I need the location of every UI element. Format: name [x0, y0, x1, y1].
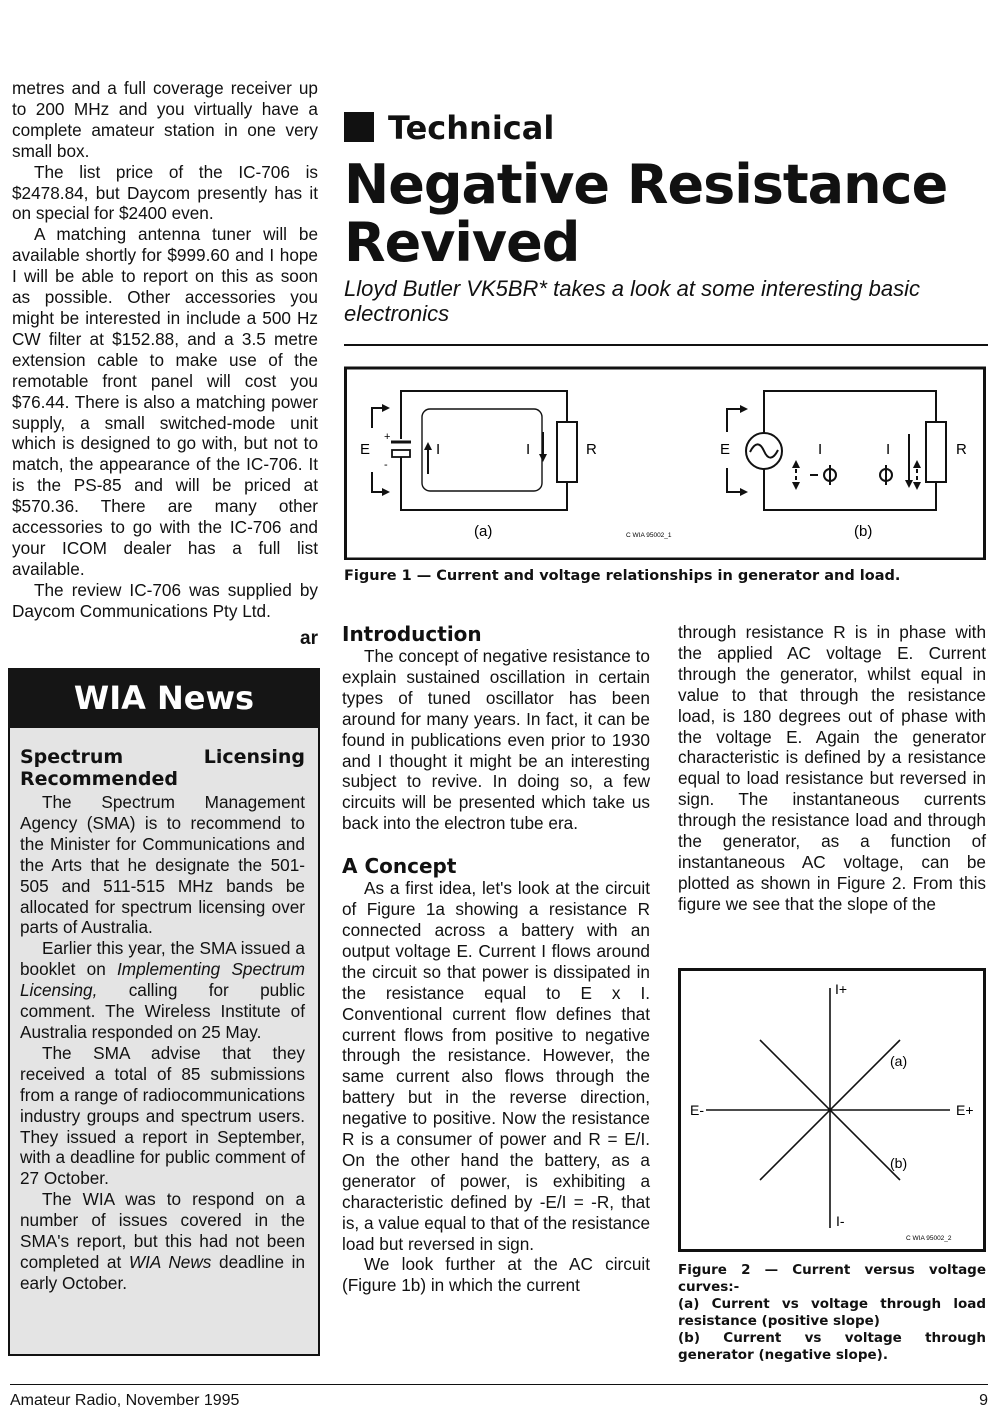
body-paragraph: The list price of the IC-706 is $2478.84, but Daycom presently has it on special for $2400 even.: [12, 161, 318, 224]
svg-text:-: -: [384, 459, 388, 471]
left-column-text: [12, 78, 318, 622]
axis-label-i-plus: I+: [835, 981, 848, 997]
square-bullet-icon: [344, 112, 374, 142]
label-i-b2: I: [886, 441, 891, 458]
axis-label-e-plus: E+: [956, 1102, 974, 1118]
label-i-b1: I: [818, 441, 823, 458]
footer-publication: Amateur Radio, November 1995: [10, 1392, 240, 1409]
footer-divider: [10, 1384, 988, 1385]
body-paragraph: The SMA advise that they received a total of 85 submissions from a range of radiocommunications industry groups and spectrum users. They issued a report in September, with a deadline for public comment of 27 October.: [20, 1042, 305, 1189]
article-byline: Lloyd Butler VK5BR* takes a look at some interesting basic electronics: [344, 276, 920, 326]
figure-2-plot: [678, 968, 986, 1252]
page-number: 9: [979, 1392, 988, 1409]
body-paragraph: The review IC-706 was supplied by Daycom Communications Pty Ltd.: [12, 579, 318, 621]
article-middle-column: [342, 622, 650, 1296]
end-mark: ar: [300, 628, 318, 649]
body-paragraph: We look further at the AC circuit (Figure 1b) in which the current: [342, 1254, 650, 1296]
curve-label-b: (b): [890, 1155, 908, 1171]
section-label: Technical: [388, 109, 555, 147]
article-title: Negative Resistance Revived: [344, 153, 948, 274]
axis-label-i-minus: I-: [836, 1213, 845, 1229]
wia-news-subheading: Spectrum Licensing Recommended: [20, 746, 305, 790]
figure-2-caption: Figure 2 — Current versus voltage curves:- (a) Current vs voltage through load resistance (positive slope) (b) Current vs voltage through generator (negative slope).: [678, 1262, 986, 1363]
axis-label-e-minus: E-: [690, 1102, 704, 1118]
figure-1-caption: Figure 1 — Current and voltage relationships in generator and load.: [344, 568, 901, 584]
circuit-a: [372, 391, 577, 510]
article-right-column: [678, 622, 986, 915]
body-paragraph: metres and a full coverage receiver up to 200 MHz and you virtually have a complete amateur station in one very small box.: [12, 78, 318, 161]
wia-news-heading: WIA News: [8, 668, 320, 728]
wia-news-body: [20, 746, 305, 1294]
label-i-a1: I: [436, 441, 441, 458]
body-paragraph: Earlier this year, the SMA issued a booklet on Implementing Spectrum Licensing, calling for public comment. The Wireless Institute of Australia responded on 25 May.: [20, 938, 305, 1042]
body-paragraph: The WIA was to respond on a number of issues covered in the SMA's report, but this had not been completed at WIA News deadline in early October.: [20, 1189, 306, 1293]
body-paragraph: The concept of negative resistance to explain sustained oscillation in certain types of tuned oscillator has been around for many years. In fact, it can be found in publications even prior to 1930 and I thought it might be an interesting subject to revive. In doing so, a few circuits will be presented which take us back into the electron tube era.: [342, 646, 650, 834]
label-r-a: R: [586, 441, 597, 458]
label-i-a2: I: [526, 441, 531, 458]
label-a: (a): [474, 523, 493, 540]
curve-label-a: (a): [890, 1053, 908, 1069]
divider: [344, 344, 988, 346]
label-r-b: R: [956, 441, 967, 458]
svg-text:+: +: [384, 431, 391, 443]
intro-heading: Introduction: [342, 622, 482, 646]
body-paragraph: As a first idea, let's look at the circuit of Figure 1a showing a resistance R connected across a battery with an output voltage E. Current I flows around the circuit so that power is dissipated in the resistance equal to E x I. Conventional current flow defines that current flows from positive to negative through the resistance. However, the same current also flows through the battery but in the reverse direction, negative to positive. Now the resistance R is a consumer of power and R = E/I. On the other hand the battery, as a generator of power, is exhibiting a characteristic defined by -E/I = -R, that is, a value equal to that of the resistance load but reversed in sign.: [342, 878, 650, 1254]
figure-code: C WIA 95002_2: [906, 1235, 952, 1242]
body-paragraph: The Spectrum Management Agency (SMA) is to recommend to the Minister for Communications and the Arts that he designate the 501-505 and 511-515 MHz bands be allocated for spectrum licensing over parts of Australia.: [20, 792, 305, 938]
body-paragraph: A matching antenna tuner will be available shortly for $999.60 and I hope I will be able to report on this as soon as possible. Other accessories you might be interested in include a 500 Hz CW filter at $152.88, and a 3.5 metre extension cable to make use of the remotable front panel will cost you $76.44. There is also a matching power supply, a small switched-mode unit which is designed to go with, but not to match, the appearance of the IC-706. It is the PS-85 and will be priced at $570.36. There are many other accessories to go with the IC-706 and your ICOM dealer has a full list available.: [12, 224, 318, 579]
figure-code: C WIA 95002_1: [626, 532, 672, 539]
label-e-b: E: [720, 441, 731, 458]
body-paragraph: through resistance R is in phase with the applied AC voltage E. Current through the generator, whilst equal in value to that through the resistance load, is 180 degrees out of phase with the voltage E. Again the generator characteristic is defined by a resistance equal to load resistance but reversed in sign. The instantaneous currents through the resistance load and through the generator, as a function of instantaneous AC voltage, can be plotted as shown in Figure 2. From this figure we see that the slope of the: [678, 622, 986, 914]
section-tag: [344, 108, 554, 148]
concept-heading: A Concept: [342, 854, 457, 879]
label-b: (b): [854, 523, 873, 540]
figure-1-circuit: [344, 364, 986, 560]
label-e-a: E: [360, 441, 371, 458]
circuit-b: [727, 391, 946, 510]
